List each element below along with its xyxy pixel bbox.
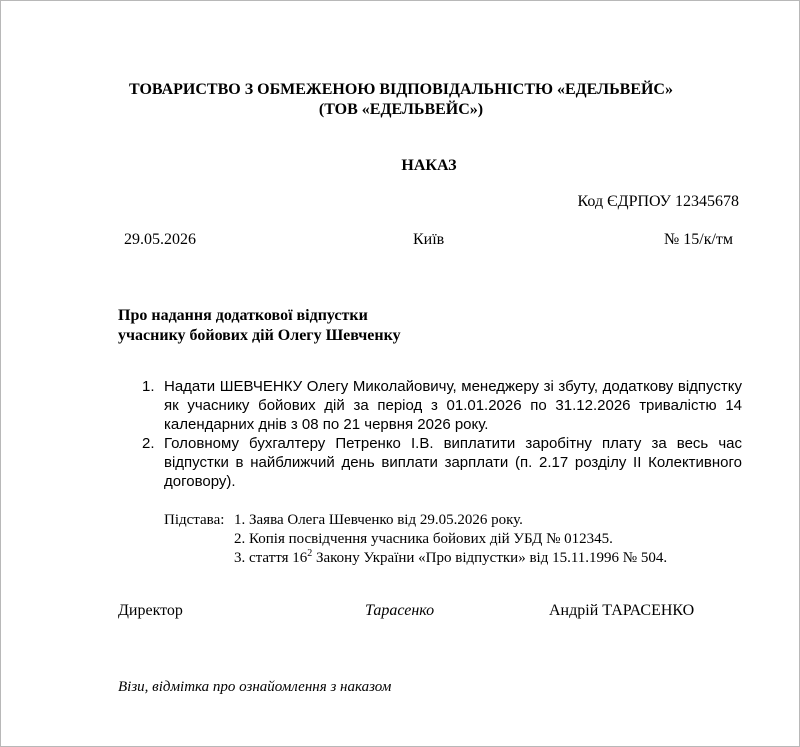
basis-item-3-pre: 3. стаття 16 [234, 550, 308, 566]
basis-item-3 [164, 549, 667, 568]
edrpou-code: Код ЄДРПОУ 12345678 [577, 193, 739, 210]
signature-position: Директор [118, 602, 183, 619]
order-item-number: 1. [142, 378, 155, 395]
org-name-line1: ТОВАРИСТВО З ОБМЕЖЕНОЮ ВІДПОВІДАЛЬНІСТЮ «ЕДЕЛЬВЕЙС» [129, 81, 673, 98]
basis-item-2: 2. Копія посвідчення учасника бойових дій УБД № 012345. [234, 531, 613, 547]
signature-name: Андрій ТАРАСЕНКО [549, 602, 695, 619]
order-items-list [118, 377, 742, 491]
order-item [118, 434, 742, 491]
basis-label: Підстава: [164, 512, 225, 528]
basis-item-1: 1. Заява Олега Шевченко від 29.05.2026 року. [234, 512, 523, 528]
basis-item-3-sup: 2 [307, 548, 313, 559]
org-name-line2: (ТОВ «ЕДЕЛЬВЕЙС») [318, 101, 484, 118]
document-city: Київ [413, 231, 445, 248]
signature-sign: Тарасенко [365, 602, 435, 619]
order-item [118, 377, 742, 434]
order-item-number: 2. [142, 435, 155, 452]
order-item-text: Надати ШЕВЧЕНКУ Олегу Миколайовичу, менеджеру зі збуту, додаткову відпустку як учаснику бойових дій за період з 01.01.2026 по 31.12.2026 тривалістю 14 календарних днів з 08 по 21 червня 2026 року. [164, 378, 742, 433]
visas-note: Візи, відмітка про ознайомлення з наказом [118, 679, 392, 695]
document-date: 29.05.2026 [124, 231, 196, 248]
subject-line1: Про надання додаткової відпустки [118, 307, 368, 324]
subject-line2: учаснику бойових дій Олегу Шевченку [118, 327, 401, 344]
basis-item-3-post: Закону України «Про відпустки» від 15.11.1996 № 504. [312, 550, 668, 566]
order-item-text: Головному бухгалтеру Петренко І.В. виплатити заробітну плату за весь час відпустки в найближчий день виплати зарплати (п. 2.17 розділу ІІ Колективного договору). [164, 435, 742, 490]
document-type: НАКАЗ [401, 157, 457, 174]
basis-block [164, 511, 667, 568]
document-number: № 15/к/тм [664, 231, 734, 248]
